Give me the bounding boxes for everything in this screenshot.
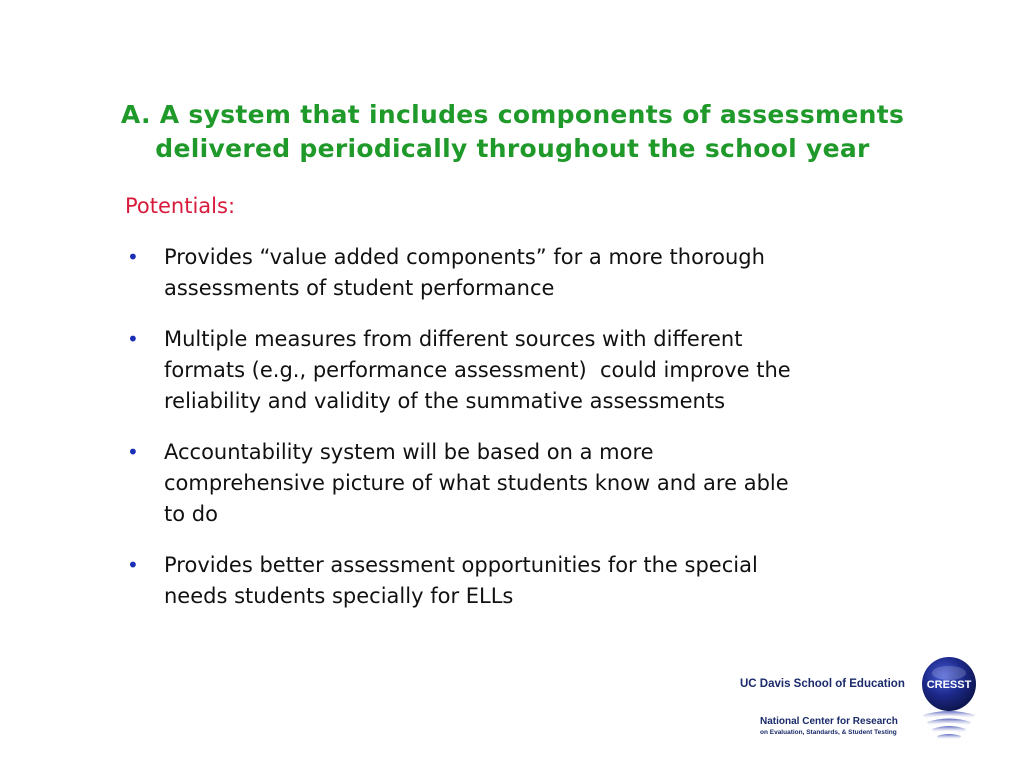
bullet-text-1-line-1: Provides “value added components” for a more thorough — [164, 245, 765, 269]
bullet-dot-icon: • — [127, 327, 139, 351]
potentials-subheading: Potentials: — [125, 194, 236, 218]
bullet-text-3-line-2: comprehensive picture of what students know and are able — [164, 471, 789, 495]
bullet-item-4 — [125, 550, 915, 612]
bullet-text-4-line-1: Provides better assessment opportunities for the special — [164, 553, 758, 577]
national-center-line-2: on Evaluation, Standards, & Student Testing — [760, 729, 897, 736]
slide-title-line-1: A. A system that includes components of assessments — [120, 100, 905, 129]
slide-title-line-2: delivered periodically throughout the school year — [155, 134, 870, 163]
bullet-item-2 — [125, 324, 915, 417]
bullet-dot-icon: • — [127, 553, 139, 577]
bullet-item-1 — [125, 242, 915, 304]
bullet-text-2-line-1: Multiple measures from different sources with different — [164, 327, 743, 351]
bullet-item-3 — [125, 437, 915, 530]
logo-highlight — [932, 666, 966, 680]
bullet-dot-icon: • — [127, 245, 139, 269]
national-center-line-1: National Center for Research — [760, 716, 898, 727]
national-center-label — [760, 716, 898, 737]
bullet-text-3-line-1: Accountability system will be based on a more — [164, 440, 654, 464]
bullet-text-1-line-2: assessments of student performance — [164, 276, 555, 300]
cresst-logo-graphic — [918, 655, 980, 745]
cresst-logo-icon — [918, 655, 980, 745]
logo-reflection — [923, 711, 975, 740]
bullet-text-4-line-2: needs students specially for ELLs — [164, 584, 514, 608]
uc-davis-label: UC Davis School of Education — [740, 678, 905, 690]
logo-text: CRESST — [926, 679, 972, 691]
bullet-list — [125, 242, 915, 632]
slide-title — [60, 98, 965, 166]
bullet-dot-icon: • — [127, 440, 139, 464]
bullet-text-2-line-2: formats (e.g., performance assessment) could improve the — [164, 358, 791, 382]
bullet-text-2-line-3: reliability and validity of the summative assessments — [164, 389, 726, 413]
bullet-text-3-line-3: to do — [164, 502, 218, 526]
